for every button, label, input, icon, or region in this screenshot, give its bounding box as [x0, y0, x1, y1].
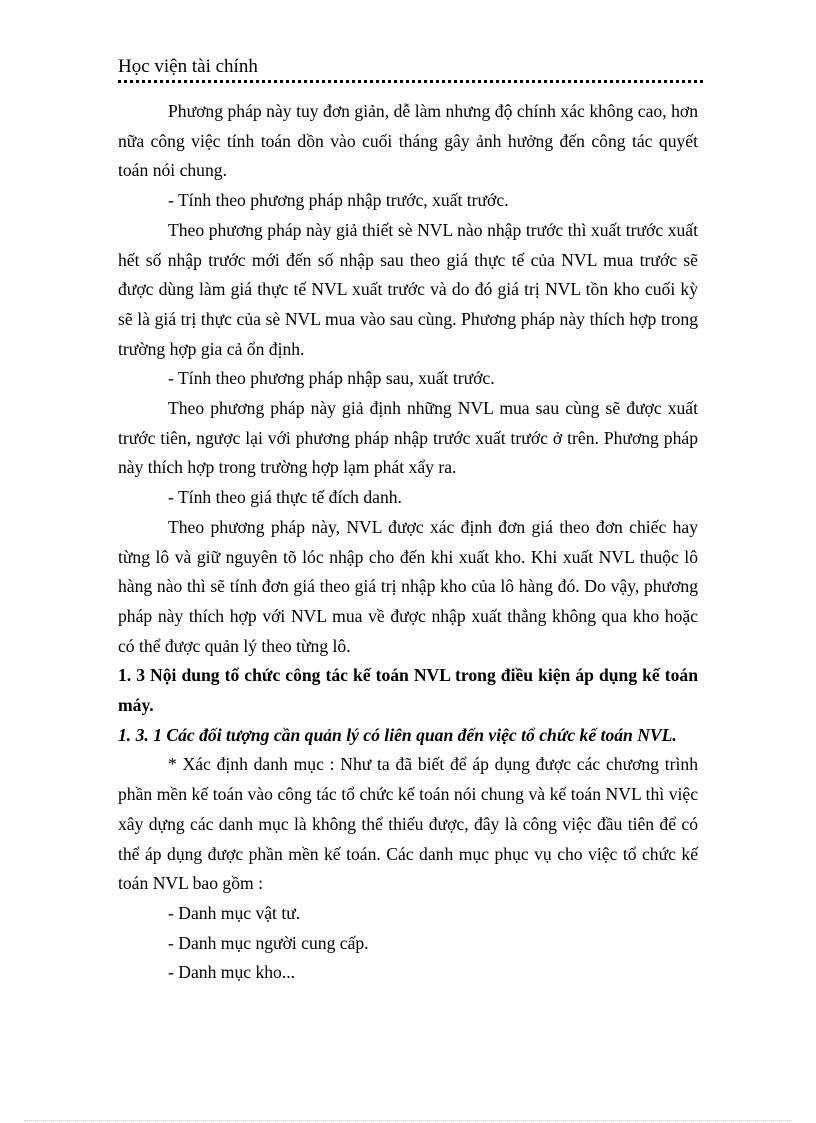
paragraph-method-limitations: Phương pháp này tuy đơn giản, dễ làm nhưng độ chính xác không cao, hơn nữa công việc tính toán dồn vào cuối tháng gây ảnh hưởng đến công tác quyết toán nói chung. — [118, 101, 698, 181]
paragraph-specific-identification: Theo phương pháp này, NVL được xác định đơn giá theo đơn chiếc hay từng lô và giữ nguyên tõ lóc nhập cho đến khi xuất kho. Khi xuất NVL thuộc lô hàng nào thì sẽ tính đơn giá theo giá trị nhập kho của lô hàng đó. Do vậy, phương pháp này thích hợp với NVL mua về được nhập xuất thẳng không qua kho hoặc có thể được quản lý theo từng lô. — [118, 516, 698, 656]
list-item-materials-catalog: - Danh mục vật tư. — [168, 902, 301, 923]
subsection-heading-1-3-1: 1. 3. 1 Các đối tượng cần quản lý có liên quan đến việc tổ chức kế toán NVL. — [118, 724, 677, 745]
section-heading-1-3: 1. 3 Nội dung tổ chức công tác kế toán NVL trong điều kiện áp dụng kế toán máy. — [118, 665, 698, 716]
list-item-supplier-catalog: - Danh mục người cung cấp. — [168, 932, 369, 953]
item-fifo-method: - Tính theo phương pháp nhập trước, xuất trước. — [168, 190, 509, 211]
document-body — [118, 97, 698, 988]
item-lifo-method: - Tính theo phương pháp nhập sau, xuất trước. — [168, 368, 495, 389]
page-bottom-divider — [24, 1120, 792, 1121]
paragraph-fifo-description: Theo phương pháp này giả thiết sè NVL nào nhập trước thì xuất trước xuất hết số nhập trước mới đến số nhập sau theo giá thực tế của NVL mua trước sẽ được dùng làm giá thực tế NVL xuất trước và do đó giá trị NVL tồn kho cuối kỳ sẽ là giá trị thực của sè NVL mua vào sau cùng. Phương pháp này thích hợp trong trường hợp gia cả ổn định. — [118, 219, 698, 359]
list-item-warehouse-catalog: - Danh mục kho... — [168, 962, 296, 983]
paragraph-catalog-definition: * Xác định danh mục : Như ta đã biết để áp dụng được các chương trình phần mền kế toán vào công tác tổ chức kế toán nói chung và kế toán NVL thì việc xây dựng các danh mục là không thể thiếu được, đây là công việc đầu tiên để có thể áp dụng được phần mền kế toán. Các danh mục phục vụ cho việc tổ chức kế toán NVL bao gồm : — [118, 754, 698, 894]
page-header — [118, 50, 703, 83]
header-title: Học viện tài chính — [118, 56, 258, 77]
paragraph-lifo-description: Theo phương pháp này giả định những NVL mua sau cùng sẽ được xuất trước tiên, ngược lại với phương pháp nhập trước xuất trước ở trên. Phương pháp này thích hợp trong trường hợp lạm phát xẩy ra. — [118, 398, 698, 478]
item-specific-identification: - Tính theo giá thực tế đích danh. — [168, 487, 402, 508]
